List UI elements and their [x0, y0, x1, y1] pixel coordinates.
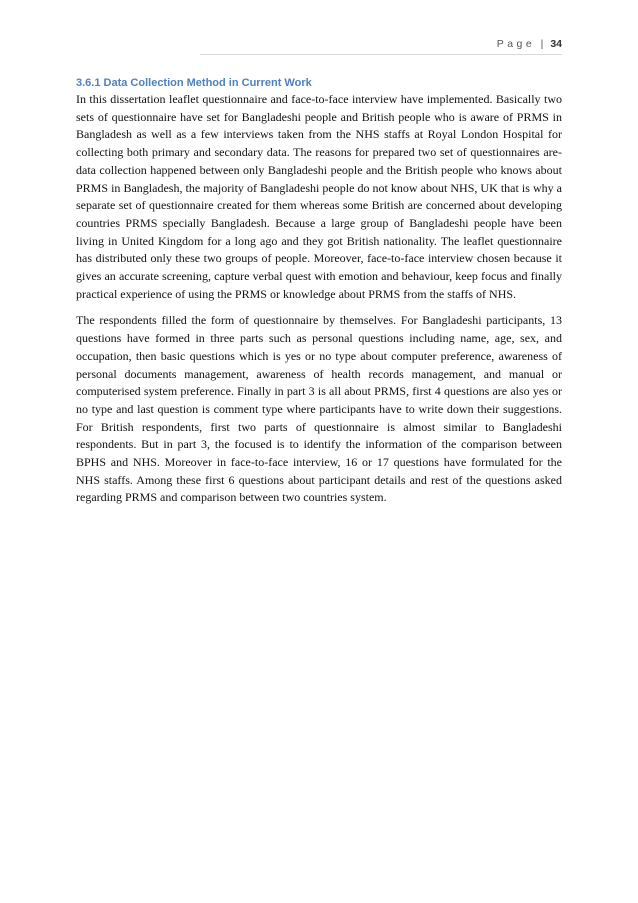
document-body: [76, 75, 562, 507]
paragraph-1: In this dissertation leaflet questionnaire and face-to-face interview have implemented. Basically two sets of questionnaire have set for Bangladeshi people and British people who is aware of PRMS in Bangladesh as well as a few interviews taken from the NHS staffs at Royal London Hospital for collecting both primary and secondary data. The reasons for prepared two set of questionnaires are- data collection happened between only Bangladeshi people and the British people who knows about PRMS in Bangladesh, the majority of Bangladeshi people do not know about NHS, UK that is why a separate set of questionnaire created for them whereas some British are concerned about developing countries PRMS specially Bangladesh. Because a large group of Bangladeshi people have been living in United Kingdom for a long ago and they got British nationality. The leaflet questionnaire has distributed only these two groups of people. Moreover, face-to-face interview chosen because it gives an accurate screening, capture verbal quest with emotion and behaviour, keep focus and finally practical experience of using the PRMS or knowledge about PRMS from the staffs of NHS.: [76, 92, 562, 301]
page-header: [497, 38, 562, 50]
header-divider: [200, 54, 562, 55]
page-number: 34: [550, 38, 562, 50]
page-label: Page: [496, 38, 536, 50]
page-separator: |: [540, 38, 544, 50]
section-heading: 3.6.1 Data Collection Method in Current Work: [76, 77, 312, 89]
paragraph-2: The respondents filled the form of questionnaire by themselves. For Bangladeshi participants, 13 questions have formed in three parts such as personal questions including name, age, sex, and occupation, then basic questions which is yes or no type about computer preference, awareness of personal documents management, awareness of health records management, and manual or computerised system preference. Finally in part 3 is all about PRMS, first 4 questions are also yes or no type and last question is comment type where participants have to write down their suggestions. For British respondents, first two parts of questionnaire is almost similar to Bangladeshi respondents. But in part 3, the focused is to identify the information of the comparison between BPHS and NHS. Moreover in face-to-face interview, 16 or 17 questions have formulated for the NHS staffs. Among these first 6 questions about participant details and rest of the questions asked regarding PRMS and comparison between two countries system.: [76, 313, 562, 505]
